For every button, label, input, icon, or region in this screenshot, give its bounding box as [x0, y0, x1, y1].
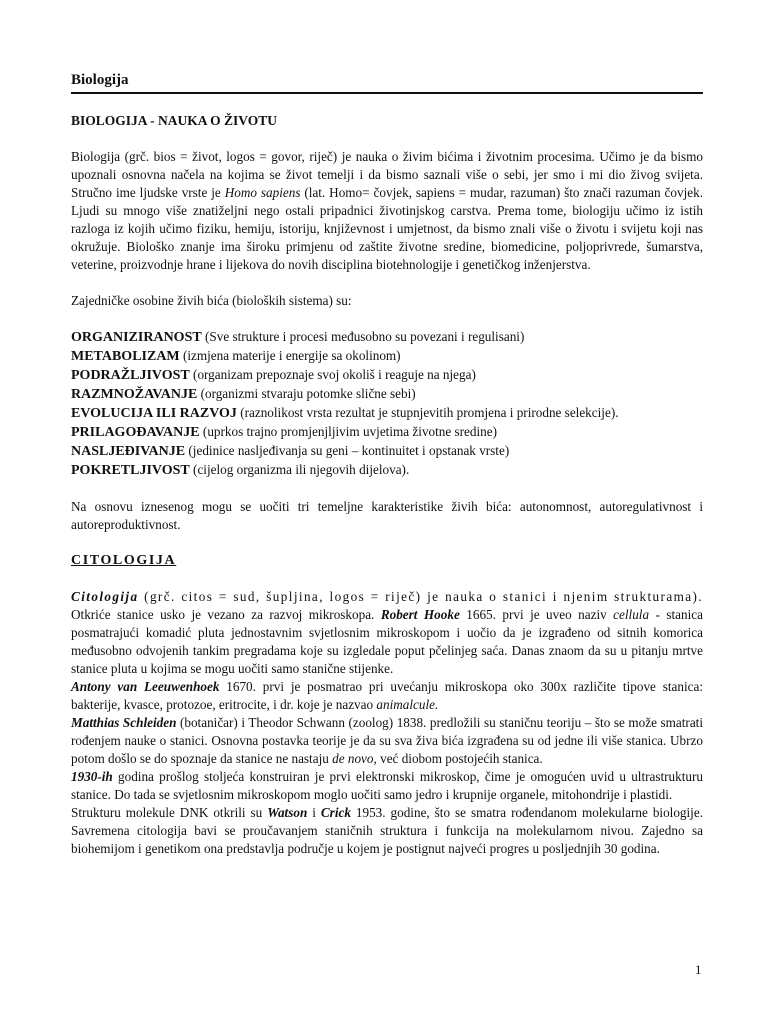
page-header-title: Biologija — [71, 70, 703, 94]
trait-desc: (izmjena materije i energije sa okolinom) — [179, 348, 401, 363]
trait-item — [71, 328, 703, 347]
cellula-term: cellula — [613, 607, 650, 622]
citologija-definition — [71, 588, 703, 678]
leeuwenhoek-paragraph — [71, 678, 703, 714]
microscope-text: godina prošlog stoljeća konstruiran je prvi elektronski mikroskop, čime je omogućen uvid u ultrastrukturu stanice. Do tada se svjetlosnim mikroskopom moglo uočiti samo jedro i krupnije organele, mitohondrije i plastidi. — [71, 769, 703, 802]
trait-desc: (raznolikost vrsta rezultat je stupnjevitih promjena i prirodne selekcije). — [236, 405, 619, 420]
characteristics-paragraph: Na osnovu iznesenog mogu se uočiti tri temeljne karakteristike živih bića: autonomnost, autoregulativnost i autoreproduktivnost. — [71, 499, 703, 532]
dna-and: i — [307, 805, 321, 820]
trait-item — [71, 423, 703, 442]
de-novo-term: de novo — [332, 751, 374, 766]
common-traits-intro: Zajedničke osobine živih bića (bioloških sistema) su: — [71, 293, 352, 308]
year-1930s: 1930-ih — [71, 769, 113, 784]
trait-item — [71, 385, 703, 404]
section-title: BIOLOGIJA - NAUKA O ŽIVOTU — [71, 113, 278, 128]
species-name: Homo sapiens — [224, 185, 301, 200]
dna-text-b: 1953. godine, što se smatra rođendanom molekularne biologije. Savremena citologija bavi se proučavanjem staničnih struktura i funkcija na molekularnom nivou. Zajedno sa biohemijom i genetikom ona predstavlja područje u kojem je postignut najveći progres u posljednjih 30 godina. — [71, 805, 703, 856]
schleiden-text-b: , već diobom postojećih stanica. — [373, 751, 543, 766]
trait-name: METABOLIZAM — [71, 349, 180, 364]
citologija-def-rest: Otkriće stanice usko je vezano za razvoj mikroskopa. — [71, 607, 381, 622]
intro-text-b: (lat. Homo= čovjek, sapiens = mudar, razuman) što znači razuman čovjek. Ljudi su mnogo više znatiželjni nego ostali pripadnici životinjskog carstva. Prema tome, biologiju učimo iz istih razloga iz kojih učimo fiziku, hemiju, istoriju, književnost i umjetnost, da bismo znali više o životu i svijetu koji nas okružuje. Biološko znanje ima široku primjenu od zaštite životne sredine, biomedicine, poljoprivrede, šumarstva, veterine, proizvodnje hrane i lijekova do novih disciplina biotehnologije i genetičkog inženjerstva. — [71, 185, 703, 272]
citologija-term: Citologija — [71, 589, 139, 604]
crick-name: Crick — [320, 805, 351, 820]
trait-item — [71, 404, 703, 423]
animalcule-term: animalcule. — [376, 697, 439, 712]
citologija-heading: CITOLOGIJA — [71, 553, 177, 568]
intro-paragraph — [71, 148, 703, 274]
trait-desc: (uprkos trajno promjenjljivim uvjetima životne sredine) — [199, 424, 498, 439]
microscope-paragraph — [71, 768, 703, 804]
trait-name: RAZMNOŽAVANJE — [71, 387, 198, 402]
trait-desc: (jedinice nasljeđivanja su geni – kontinuitet i opstanak vrste) — [185, 443, 510, 458]
schleiden-name: Matthias Schleiden — [71, 715, 177, 730]
trait-desc: (Sve strukture i procesi međusobno su povezani i regulisani) — [201, 329, 525, 344]
hooke-text-b: - stanica posmatrajući komadić pluta jednostavnim svjetlosnim mikroskopom i uočio da je izgrađeno od sitnih komorica međusobno odvojenih tankim pregradama koje su izgledale poput pčelinjeg saća. Danas znaom da su u pitanju mrtve stanice pluta u kojima se mogu uočiti samo stanične stijenke. — [71, 607, 703, 676]
trait-name: ORGANIZIRANOST — [71, 330, 202, 345]
trait-name: NASLJEĐIVANJE — [71, 444, 186, 459]
leeuwenhoek-name: Antony van Leeuwenhoek — [71, 679, 220, 694]
trait-desc: (organizmi stvaraju potomke slične sebi) — [197, 386, 416, 401]
trait-name: EVOLUCIJA ILI RAZVOJ — [71, 406, 237, 421]
leeuwenhoek-text: 1670. prvi je posmatrao pri uvećanju mikroskopa oko 300x različite tipove stanica: bakterije, kvasce, protozoe, eritrocite, i dr. koje je nazvao — [71, 679, 703, 712]
trait-item — [71, 347, 703, 366]
trait-item — [71, 366, 703, 385]
dna-paragraph — [71, 804, 703, 858]
trait-name: PRILAGOĐAVANJE — [71, 425, 200, 440]
dna-text-a: Strukturu molekule DNK otkrili su — [71, 805, 268, 820]
hooke-name: Robert Hooke — [380, 607, 460, 622]
trait-name: POKRETLJIVOST — [71, 463, 190, 478]
intro-text-a: Biologija (grč. bios = život, logos = govor, riječ) je nauka o živim bićima i životnim procesima. Učimo je da bismo upoznali osnovna načela na kojima se život temelji i da bismo saznali više o sebi, jer smo i mi dio živog svijeta. Stručno ime ljudske vrste je — [71, 149, 703, 200]
trait-desc: (organizam prepoznaje svoj okoliš i reaguje na njega) — [189, 367, 476, 382]
watson-name: Watson — [267, 805, 308, 820]
citologija-def-spaced: (grč. citos = sud, šupljina, logos = riječ) je nauka o stanici i njenim strukturama). — [138, 589, 703, 604]
document-page — [71, 70, 703, 858]
trait-item — [71, 442, 703, 461]
trait-desc: (cijelog organizma ili njegovih dijelova). — [189, 462, 410, 477]
traits-list — [71, 328, 703, 480]
trait-name: PODRAŽLJIVOST — [71, 368, 190, 383]
schleiden-paragraph — [71, 714, 703, 768]
trait-item — [71, 461, 703, 480]
schleiden-text-a: (botaničar) i Theodor Schwann (zoolog) 1838. predložili su staničnu teoriju – što se može smatrati rođenjem nauke o stanici. Osnovna postavka teorije je da su sva živa bića izgrađena su od jedne ili više stanica. Ubrzo potom došlo se do spoznaje da stanice ne nastaju — [71, 715, 704, 766]
page-number: 1 — [695, 962, 702, 977]
hooke-text-a: 1665. prvi je uveo naziv — [459, 607, 614, 622]
